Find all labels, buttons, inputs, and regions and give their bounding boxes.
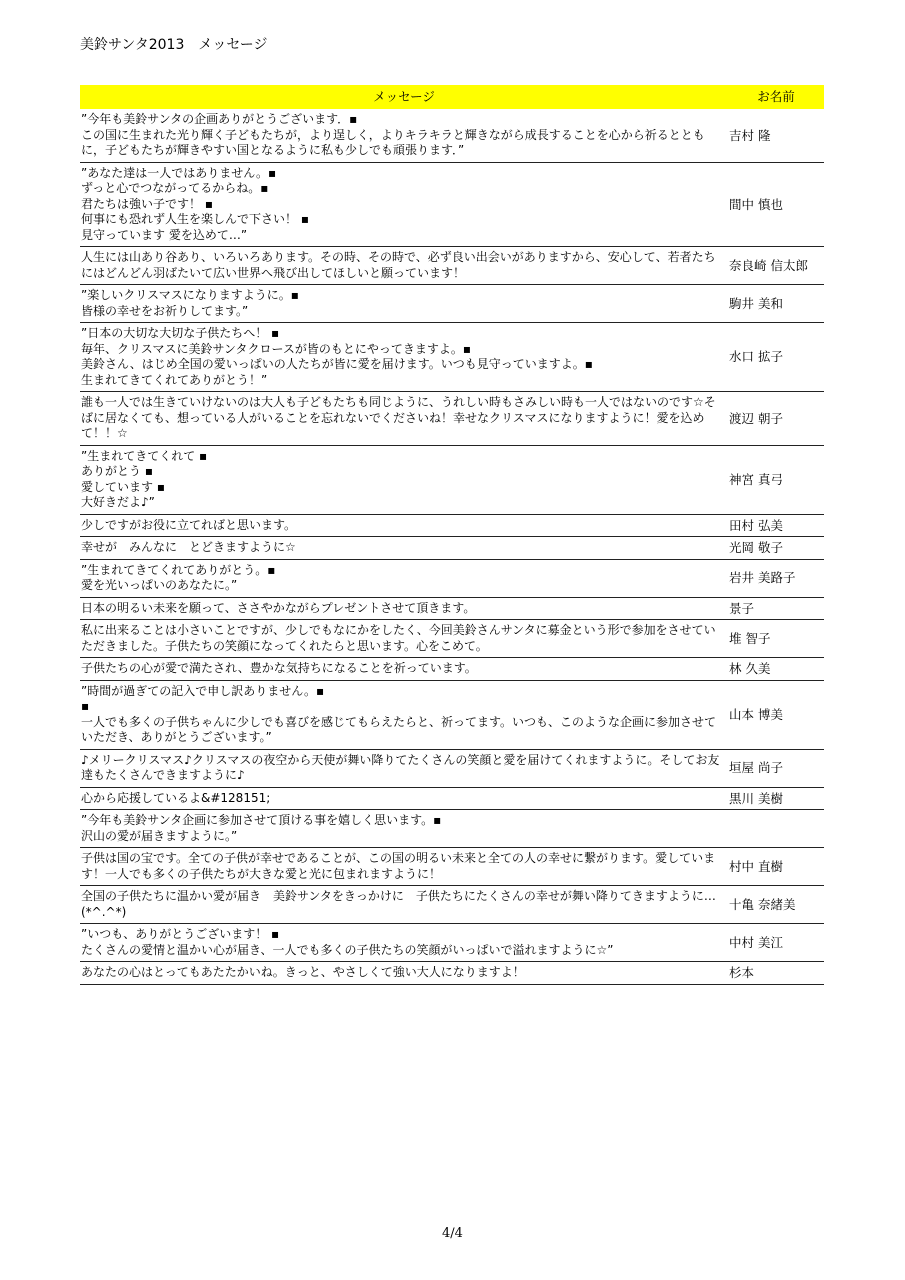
- table-row: [80, 392, 824, 446]
- message-cell: 子供たちの心が愛で満たされ、豊かな気持ちになることを祈っています。: [80, 658, 728, 681]
- table-row: [80, 680, 824, 749]
- table-row: [80, 810, 824, 848]
- name-cell: 水口 拡子: [728, 323, 824, 392]
- message-cell: ”生まれてきてくれてありがとう。▪ 愛を光いっぱいのあなたに。”: [80, 559, 728, 597]
- name-cell: 黒川 美樹: [728, 787, 824, 810]
- message-cell: 心から応援しているよ&#128151;: [80, 787, 728, 810]
- table-row: [80, 924, 824, 962]
- message-cell: ”楽しいクリスマスになりますように。▪ 皆様の幸せをお祈りしてます。”: [80, 285, 728, 323]
- header-message: メッセージ: [80, 85, 728, 109]
- table-row: [80, 323, 824, 392]
- table-row: [80, 537, 824, 560]
- message-cell: ”生まれてきてくれて ▪ ありがとう ▪ 愛しています ▪ 大好きだよ♪”: [80, 445, 728, 514]
- name-cell: 垣屋 尚子: [728, 749, 824, 787]
- name-cell: 堆 智子: [728, 620, 824, 658]
- table-row: [80, 445, 824, 514]
- message-table: [80, 85, 824, 985]
- name-cell: 景子: [728, 597, 824, 620]
- name-cell: 十亀 奈緒美: [728, 886, 824, 924]
- message-cell: 全国の子供たちに温かい愛が届き 美鈴サンタをきっかけに 子供たちにたくさんの幸せが舞い降りてきますように…(*^.^*): [80, 886, 728, 924]
- message-cell: ”あなた達は一人ではありません。▪ ずっと心でつながってるからね。▪ 君たちは強い子です！ ▪ 何事にも恐れず人生を楽しんで下さい！ ▪ 見守っています 愛を込めて…”: [80, 162, 728, 247]
- table-row: [80, 559, 824, 597]
- name-cell: 神宮 真弓: [728, 445, 824, 514]
- name-cell: 岩井 美路子: [728, 559, 824, 597]
- name-cell: 駒井 美和: [728, 285, 824, 323]
- table-row: [80, 597, 824, 620]
- name-cell: 林 久美: [728, 658, 824, 681]
- message-cell: 人生には山あり谷あり、いろいろあります。その時、その時で、必ず良い出会いがありますから、安心して、若者たちにはどんどん羽ばたいて広い世界へ飛び出してほしいと願っています！: [80, 247, 728, 285]
- message-cell: ♪メリークリスマス♪クリスマスの夜空から天使が舞い降りてたくさんの笑顔と愛を届けてくれますように。そしてお友達もたくさんできますように♪: [80, 749, 728, 787]
- table-row: [80, 749, 824, 787]
- table-row: [80, 787, 824, 810]
- message-cell: 誰も一人では生きていけないのは大人も子どもたちも同じように、うれしい時もさみしい時も一人ではないのです☆そばに居なくても、想っている人がいることを忘れないでくださいね！幸せなクリスマスになりますように！愛を込めて！！☆: [80, 392, 728, 446]
- table-row: [80, 886, 824, 924]
- table-row: [80, 514, 824, 537]
- name-cell: 奈良崎 信太郎: [728, 247, 824, 285]
- table-row: [80, 658, 824, 681]
- name-cell: 光岡 敬子: [728, 537, 824, 560]
- message-cell: ”時間が過ぎての記入で申し訳ありません。▪ ▪ 一人でも多くの子供ちゃんに少しでも喜びを感じてもらえたらと、祈ってます。いつも、このような企画に参加させていただき、ありがとうございます。”: [80, 680, 728, 749]
- table-row: [80, 962, 824, 985]
- message-cell: ”今年も美鈴サンタの企画ありがとうございます．▪ この国に生まれた光り輝く子どもたちが，より逞しく，よりキラキラと輝きながら成長することを心から祈るとともに，子どもたちが輝きやすい国となるように私も少しでも頑張ります．”: [80, 109, 728, 162]
- table-row: [80, 620, 824, 658]
- table-row: [80, 285, 824, 323]
- name-cell: 村中 直樹: [728, 848, 824, 886]
- name-cell: 渡辺 朝子: [728, 392, 824, 446]
- header-name: お名前: [728, 85, 824, 109]
- message-cell: 幸せが みんなに とどきますように☆: [80, 537, 728, 560]
- name-cell: 間中 慎也: [728, 162, 824, 247]
- name-cell: 杉本: [728, 962, 824, 985]
- message-cell: ”日本の大切な大切な子供たちへ！ ▪ 毎年、クリスマスに美鈴サンタクロースが皆のもとにやってきますよ。▪ 美鈴さん、はじめ全国の愛いっぱいの人たちが皆に愛を届けます。いつも見守っていますよ。▪ 生まれてきてくれてありがとう！”: [80, 323, 728, 392]
- table-header-row: [80, 85, 824, 109]
- name-cell: 田村 弘美: [728, 514, 824, 537]
- table-row: [80, 109, 824, 162]
- table-row: [80, 162, 824, 247]
- name-cell: [728, 810, 824, 848]
- message-cell: あなたの心はとってもあたたかいね。きっと、やさしくて強い大人になりますよ！: [80, 962, 728, 985]
- message-cell: 私に出来ることは小さいことですが、少しでもなにかをしたく、今回美鈴さんサンタに募金という形で参加をさせていただきました。子供たちの笑顔になってくれたらと思います。心をこめて。: [80, 620, 728, 658]
- document-title: 美鈴サンタ2013 メッセージ: [80, 37, 268, 53]
- name-cell: 山本 博美: [728, 680, 824, 749]
- table-row: [80, 848, 824, 886]
- message-cell: ”今年も美鈴サンタ企画に参加させて頂ける事を嬉しく思います。▪ 沢山の愛が届きますように。”: [80, 810, 728, 848]
- name-cell: 吉村 隆: [728, 109, 824, 162]
- page-number: 4/4: [442, 1226, 463, 1241]
- message-cell: ”いつも、ありがとうございます！ ▪ たくさんの愛情と温かい心が届き、一人でも多くの子供たちの笑顔がいっぱいで溢れますように☆”: [80, 924, 728, 962]
- table-row: [80, 247, 824, 285]
- message-cell: 日本の明るい未来を願って、ささやかながらプレゼントさせて頂きます。: [80, 597, 728, 620]
- message-cell: 少しですがお役に立てればと思います。: [80, 514, 728, 537]
- name-cell: 中村 美江: [728, 924, 824, 962]
- message-cell: 子供は国の宝です。全ての子供が幸せであることが、この国の明るい未来と全ての人の幸せに繋がります。愛しています！一人でも多くの子供たちが大きな愛と光に包まれますように！: [80, 848, 728, 886]
